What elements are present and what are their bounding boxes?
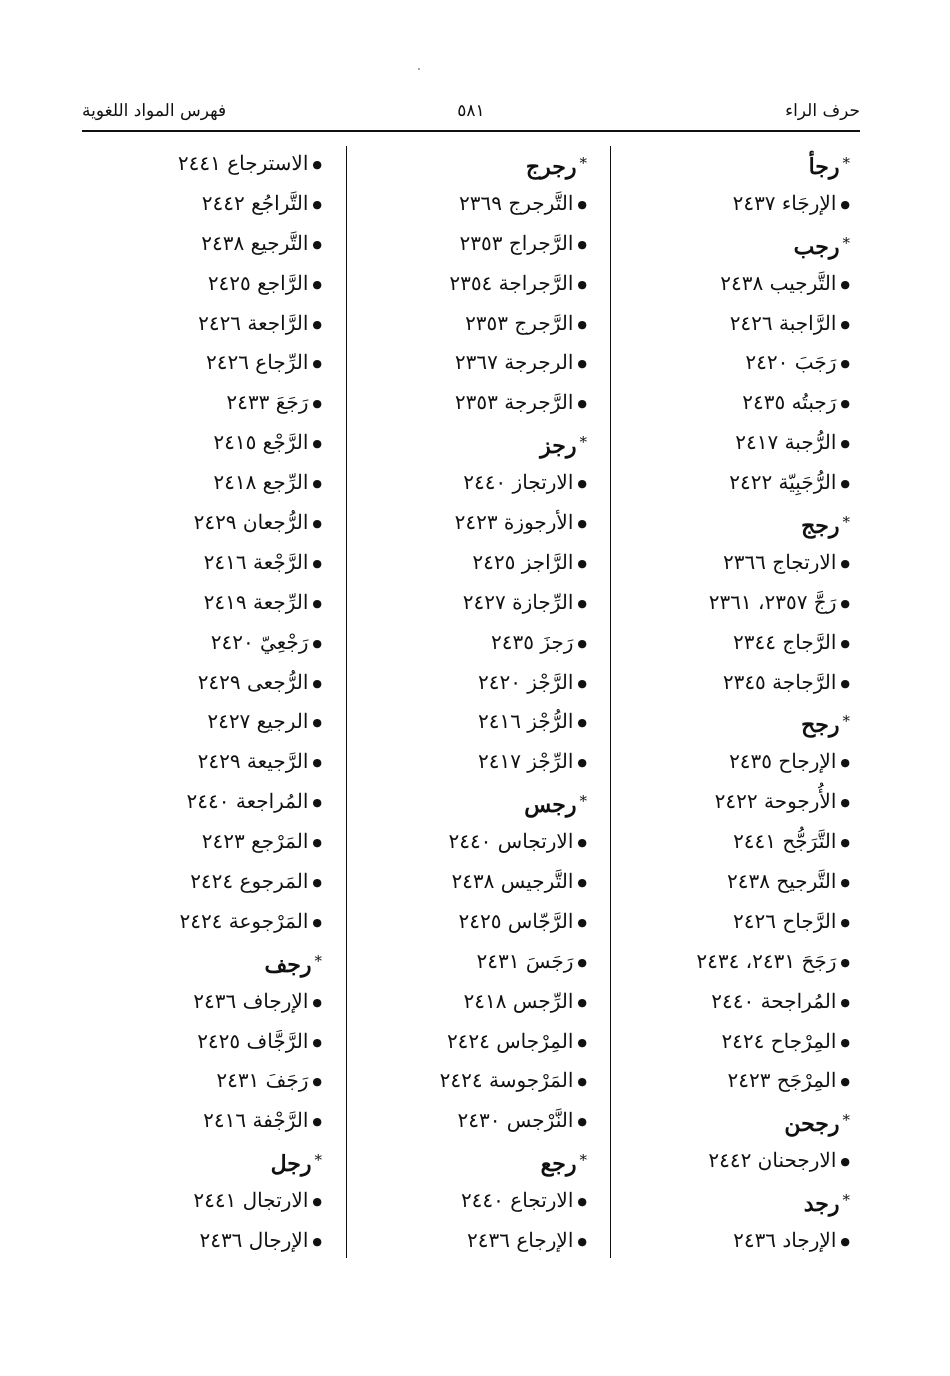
bullet-icon: ● [577,915,587,929]
index-entry [72,821,322,861]
bullet-icon: ● [312,1195,322,1209]
index-entry-text: النَّرْجس ٢٤٣٠ [457,1108,574,1133]
index-entry [337,303,587,343]
index-entry-text: الارتجاج ٢٣٦٦ [722,549,837,574]
index-entry [72,981,322,1021]
index-entry-text: التَّرجيع ٢٤٣٨ [201,230,309,255]
root-heading-text: رجس [524,792,577,819]
index-entry [337,622,587,662]
index-entry [337,183,587,223]
index-entry-text: رَجزَ ٢٤٣٥ [491,629,574,654]
index-entry [72,143,322,183]
root-heading [600,223,850,263]
bullet-icon: ● [312,317,322,331]
index-entry [72,781,322,821]
bullet-icon: ● [840,836,850,850]
index-entry-text: المِرْجاس ٢٤٢٤ [446,1028,574,1053]
root-heading [337,1140,587,1180]
bullet-icon: ● [312,1075,322,1089]
asterisk-icon: * [842,712,850,731]
index-entry [337,342,587,382]
index-entry-text: الرَّجراج ٢٣٥٣ [459,230,574,255]
index-entry-text: الإرجاح ٢٤٣٥ [729,749,837,774]
index-entry [600,342,850,382]
index-entry [600,781,850,821]
index-entry-text: الرِّجاع ٢٤٢٦ [205,350,309,375]
index-entry-text: الرُّجْز ٢٤١٦ [477,709,574,734]
index-entry [600,1140,850,1180]
bullet-icon: ● [312,836,322,850]
index-entry [72,542,322,582]
asterisk-icon: * [314,1151,322,1170]
index-entry [600,861,850,901]
index-entry [337,941,587,981]
index-entry [337,821,587,861]
root-heading-text: رجع [540,1151,577,1178]
index-entry-text: رَجَفَ ٢٤٣١ [216,1068,309,1093]
bullet-icon: ● [312,477,322,491]
index-column-3 [72,143,322,1260]
bullet-icon: ● [312,1035,322,1049]
bullet-icon: ● [577,1195,587,1209]
index-entry [600,622,850,662]
index-entry-text: الإرجاع ٢٤٣٦ [467,1228,574,1253]
bullet-icon: ● [840,1035,850,1049]
index-entry [337,1220,587,1260]
index-entry-text: الرَّجْز ٢٤٢٠ [477,669,574,694]
index-entry-text: التَّراجُع ٢٤٤٢ [201,190,309,215]
root-heading [337,143,587,183]
index-entry [72,622,322,662]
asterisk-icon: * [579,154,587,172]
index-entry-text: الرَّجاجة ٢٣٤٥ [722,669,837,694]
index-entry [600,1220,850,1260]
index-entry [337,462,587,502]
asterisk-icon: * [842,513,850,532]
bullet-icon: ● [840,636,850,650]
bullet-icon: ● [577,836,587,850]
bullet-icon: ● [577,357,587,371]
index-entry-text: الرَّاجع ٢٤٢٥ [207,270,309,295]
bullet-icon: ● [840,1235,850,1249]
bullet-icon: ● [312,636,322,650]
index-entry-text: رَجَبَ ٢٤٢٠ [745,350,837,375]
index-entry [72,1060,322,1100]
bullet-icon: ● [312,716,322,730]
bullet-icon: ● [840,317,850,331]
index-entry-text: الرجيع ٢٤٢٧ [207,709,309,734]
root-heading-text: رجأ [808,154,840,180]
index-entry [72,901,322,941]
index-entry-text: التَّرجيب ٢٤٣٨ [720,270,837,295]
index-entry [337,223,587,263]
index-entry-text: الاسترجاع ٢٤٤١ [177,151,309,175]
index-entry-text: رَجَعَ ٢٤٣٣ [226,390,309,415]
bullet-icon: ● [577,237,587,251]
index-entry-text: الرُّجبة ٢٤١٧ [735,430,837,455]
index-entry-text: المَرْجوعة ٢٤٢٤ [179,908,309,933]
index-entry [337,1100,587,1140]
bullet-icon: ● [577,596,587,610]
index-entry-text: الارتجاز ٢٤٤٠ [463,470,574,495]
column-divider-1 [610,146,611,1258]
index-entry [337,263,587,303]
bullet-icon: ● [312,676,322,690]
index-entry-text: رَجبتُه ٢٤٣٥ [742,390,837,415]
index-entry-text: الرَّجَّاف ٢٤٢٥ [197,1028,309,1053]
index-entry-text: الرُّجعى ٢٤٢٩ [197,669,309,694]
index-entry [337,1180,587,1220]
index-entry [600,263,850,303]
header-left-title: فهرس المواد اللغوية [82,101,227,121]
bullet-icon: ● [312,756,322,770]
index-entry [72,1180,322,1220]
index-entry-text: الرَّجْفة ٢٤١٦ [203,1108,309,1133]
bullet-icon: ● [577,1235,587,1249]
index-entry [72,1100,322,1140]
bullet-icon: ● [577,517,587,531]
index-entry-text: الارتجاس ٢٤٤٠ [448,829,574,854]
index-entry [72,582,322,622]
index-entry-text: المُراجحة ٢٤٤٠ [711,988,837,1013]
index-entry [72,502,322,542]
header-right-title: حرف الراء [785,101,860,121]
bullet-icon: ● [577,1075,587,1089]
index-entry [600,662,850,702]
bullet-icon: ● [577,317,587,331]
bullet-icon: ● [840,1155,850,1169]
bullet-icon: ● [840,556,850,570]
index-entry [72,382,322,422]
asterisk-icon: * [579,433,587,452]
index-entry-text: الرَّجْعة ٢٤١٦ [203,549,309,574]
index-entry [337,582,587,622]
bullet-icon: ● [577,277,587,291]
index-entry-text: الرَّجاج ٢٣٤٤ [733,629,837,654]
index-entry [600,183,850,223]
index-entry [72,342,322,382]
bullet-icon: ● [312,556,322,570]
index-entry [72,183,322,223]
bullet-icon: ● [312,237,322,251]
bullet-icon: ● [577,1035,587,1049]
bullet-icon: ● [577,197,587,211]
index-entry [600,462,850,502]
asterisk-icon: * [314,951,322,970]
bullet-icon: ● [312,517,322,531]
index-entry [72,462,322,502]
index-entry [72,303,322,343]
index-entry-text: المَرجوع ٢٤٢٤ [190,869,309,894]
index-entry-text: الرَّجرجة ٢٣٥٣ [454,390,574,415]
index-entry-text: الرِّجْز ٢٤١٧ [477,749,574,774]
bullet-icon: ● [840,477,850,491]
bullet-icon: ● [840,756,850,770]
index-entry [600,582,850,622]
index-entry-text: المِرْجاح ٢٤٢٤ [721,1028,837,1053]
index-entry [337,861,587,901]
index-entry-text: الارتجال ٢٤٤١ [193,1188,309,1213]
index-entry [600,981,850,1021]
root-heading [600,701,850,741]
index-entry [72,263,322,303]
root-heading [600,1100,850,1140]
index-entry-text: الأرجوزة ٢٤٢٣ [454,510,574,535]
index-entry [337,701,587,741]
index-entry [337,901,587,941]
index-entry-text: التَّرجيح ٢٤٣٨ [727,869,837,894]
page-number: ٥٨١ [457,101,485,121]
bullet-icon: ● [312,915,322,929]
root-heading [72,941,322,981]
index-entry [600,941,850,981]
index-entry [337,981,587,1021]
bullet-icon: ● [577,876,587,890]
bullet-icon: ● [312,995,322,1009]
index-entry-text: الرُّجعان ٢٤٢٩ [193,510,309,535]
bullet-icon: ● [840,277,850,291]
bullet-icon: ● [840,397,850,411]
index-entry-text: الرِّجع ٢٤١٨ [213,470,309,495]
index-entry [72,701,322,741]
bullet-icon: ● [312,1115,322,1129]
index-entry [600,1060,850,1100]
index-entry [600,382,850,422]
root-heading-text: رجرج [525,154,577,180]
bullet-icon: ● [840,796,850,810]
bullet-icon: ● [840,197,850,211]
index-entry-text: الرَّاجعة ٢٤٢٦ [198,310,309,335]
bullet-icon: ● [840,915,850,929]
index-entry [600,901,850,941]
root-heading-text: رجح [801,712,840,739]
index-entry [72,741,322,781]
index-entry [600,821,850,861]
running-header [82,96,860,126]
index-entry-text: المَرْجوسة ٢٤٢٤ [439,1068,574,1093]
index-column-1 [600,143,850,1260]
root-heading-text: رجز [540,433,577,460]
index-entry-text: رَجَّ ٢٣٥٧، ٢٣٦١ [708,589,837,614]
bullet-icon: ● [577,1115,587,1129]
index-entry-text: الرِّجعة ٢٤١٩ [203,589,309,614]
index-entry [600,1021,850,1061]
bullet-icon: ● [840,437,850,451]
index-entry-text: الرَّجيعة ٢٤٢٩ [197,749,309,774]
index-entry [337,741,587,781]
bullet-icon: ● [312,437,322,451]
index-entry [337,542,587,582]
bullet-icon: ● [840,357,850,371]
root-heading-text: رجد [803,1191,840,1218]
bullet-icon: ● [577,716,587,730]
index-entry [600,741,850,781]
header-rule [82,130,860,132]
index-entry [72,422,322,462]
asterisk-icon: * [579,792,587,811]
index-entry [72,1021,322,1061]
index-entry [337,502,587,542]
index-entry-text: المِرْجَح ٢٤٢٣ [727,1068,837,1093]
bullet-icon: ● [577,477,587,491]
index-entry [600,422,850,462]
index-entry-text: رَجْعِيّ ٢٤٢٠ [210,629,309,654]
index-entry [600,303,850,343]
index-entry-text: الرَّجاح ٢٤٢٦ [733,908,837,933]
index-entry [72,1220,322,1260]
index-entry [337,662,587,702]
bullet-icon: ● [840,876,850,890]
root-heading-text: رجف [264,951,312,978]
index-entry [72,662,322,702]
bullet-icon: ● [312,596,322,610]
bullet-icon: ● [577,636,587,650]
bullet-icon: ● [312,158,322,171]
index-entry-text: الرَّجّاس ٢٤٢٥ [458,908,574,933]
index-entry-text: المَرْجع ٢٤٢٣ [201,829,309,854]
index-entry-text: الإرجال ٢٤٣٦ [199,1228,309,1253]
asterisk-icon: * [842,233,850,252]
bullet-icon: ● [577,955,587,969]
root-heading [600,1180,850,1220]
index-entry-text: الرِّجازة ٢٤٢٧ [462,589,574,614]
index-entry-text: الرجرجة ٢٣٦٧ [454,350,574,375]
index-entry [337,1060,587,1100]
root-heading-text: رجل [270,1151,312,1178]
bullet-icon: ● [312,1235,322,1249]
root-heading [600,502,850,542]
index-entry-text: رَجَحَ ٢٤٣١، ٢٤٣٤ [696,948,837,973]
index-entry-text: التَّرَجُّح ٢٤٤١ [733,829,837,854]
column-divider-2 [346,146,347,1258]
root-heading-text: رجج [801,513,840,540]
asterisk-icon: * [842,1191,850,1210]
root-heading [337,422,587,462]
asterisk-icon: * [579,1151,587,1170]
bullet-icon: ● [312,197,322,211]
page-speck [418,68,420,70]
index-entry-text: الإرجاد ٢٤٣٦ [733,1228,837,1253]
root-heading [337,781,587,821]
index-entry-text: الإرجاف ٢٤٣٦ [193,988,309,1013]
index-entry [72,223,322,263]
index-entry-text: الرَّجْع ٢٤١٥ [213,430,309,455]
bullet-icon: ● [577,397,587,411]
asterisk-icon: * [842,154,850,172]
bullet-icon: ● [577,556,587,570]
index-entry [337,382,587,422]
bullet-icon: ● [577,995,587,1009]
index-entry-text: التَّرجرج ٢٣٦٩ [459,190,574,215]
index-entry-text: الرَّاجبة ٢٤٢٦ [729,310,837,335]
bullet-icon: ● [840,1075,850,1089]
bullet-icon: ● [312,796,322,810]
index-entry-text: الرُّجَبِيّة ٢٤٢٢ [729,470,837,495]
bullet-icon: ● [840,676,850,690]
bullet-icon: ● [577,676,587,690]
bullet-icon: ● [312,277,322,291]
bullet-icon: ● [840,596,850,610]
bullet-icon: ● [577,756,587,770]
index-entry-text: المُراجعة ٢٤٤٠ [186,789,309,814]
root-heading-text: رجحن [784,1111,840,1138]
index-column-2 [337,143,587,1260]
index-entry-text: الارتجاع ٢٤٤٠ [460,1188,574,1213]
index-entry-text: الأُرجوحة ٢٤٢٢ [714,789,837,814]
bullet-icon: ● [312,876,322,890]
root-heading [72,1140,322,1180]
asterisk-icon: * [842,1111,850,1130]
index-entry-text: الارجحنان ٢٤٤٢ [708,1148,837,1173]
index-entry-text: رَجَسَ ٢٤٣١ [476,948,574,973]
bullet-icon: ● [312,357,322,371]
index-entry-text: الرَّجرج ٢٣٥٣ [465,310,574,335]
index-entry-text: الإرجَاء ٢٤٣٧ [732,190,837,215]
bullet-icon: ● [840,955,850,969]
index-entry-text: التَّرجيس ٢٤٣٨ [451,869,574,894]
root-heading [600,143,850,183]
index-entry [337,1021,587,1061]
index-entry [72,861,322,901]
index-entry [600,542,850,582]
index-entry-text: الرِّجس ٢٤١٨ [463,988,574,1013]
bullet-icon: ● [312,397,322,411]
bullet-icon: ● [840,995,850,1009]
index-entry-text: الرَّاجز ٢٤٢٥ [472,549,574,574]
index-entry-text: الرَّجراجة ٢٣٥٤ [449,270,574,295]
root-heading-text: رجب [793,233,840,260]
